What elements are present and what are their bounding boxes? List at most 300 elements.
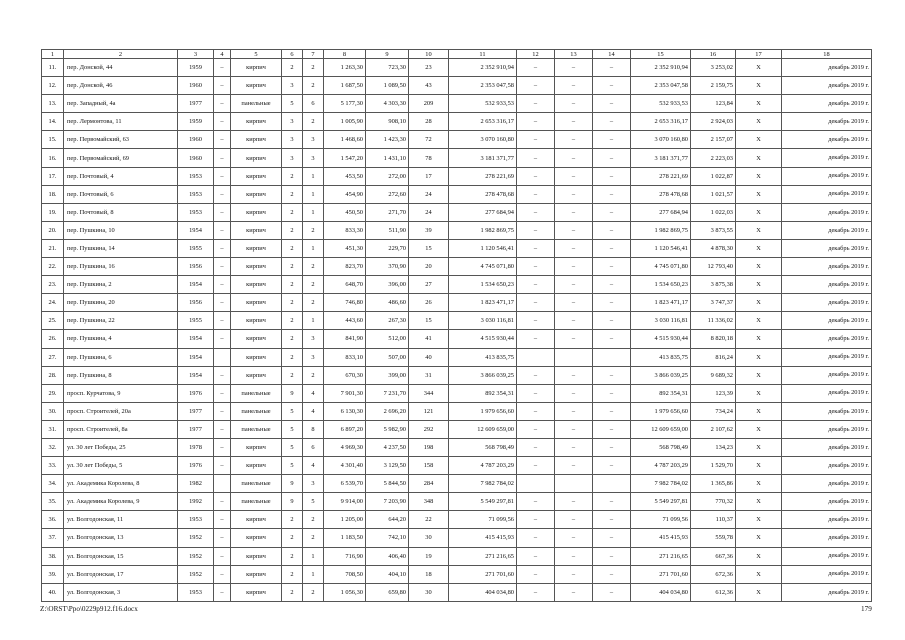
- table-cell-col-11: 532 933,53: [449, 95, 517, 113]
- table-cell-col-17: Х: [736, 167, 782, 185]
- table-cell-col-15: 2 353 047,58: [631, 77, 691, 95]
- table-cell-col-17: Х: [736, 258, 782, 276]
- table-cell-col-17: Х: [736, 511, 782, 529]
- table-cell-col-9: 406,40: [366, 547, 409, 565]
- table-cell-col-5: кирпич: [231, 167, 282, 185]
- table-cell-col-14: –: [593, 384, 631, 402]
- table-cell-col-6: 2: [282, 221, 303, 239]
- table-cell-col-3: 1954: [178, 348, 214, 366]
- table-cell-col-17: Х: [736, 475, 782, 493]
- table-cell-col-7: 2: [303, 583, 324, 601]
- table-cell-col-6: 2: [282, 366, 303, 384]
- table-cell-col-1: 35.: [42, 493, 64, 511]
- table-cell-col-10: 78: [409, 149, 449, 167]
- column-header-8: 8: [324, 50, 366, 59]
- table-cell-col-1: 19.: [42, 203, 64, 221]
- table-row: [42, 547, 872, 565]
- table-cell-col-17: Х: [736, 77, 782, 95]
- table-cell-col-12: –: [517, 221, 555, 239]
- table-cell-col-16: 612,36: [691, 583, 736, 601]
- table-cell-col-17: Х: [736, 149, 782, 167]
- table-cell-col-10: 284: [409, 475, 449, 493]
- table-cell-col-16: 3 875,38: [691, 276, 736, 294]
- table-cell-col-6: 2: [282, 312, 303, 330]
- table-cell-col-17: Х: [736, 330, 782, 348]
- table-cell-col-2: пер. Почтовый, 4: [64, 167, 178, 185]
- table-cell-col-10: 15: [409, 239, 449, 257]
- table-cell-col-6: 5: [282, 438, 303, 456]
- table-row: [42, 149, 872, 167]
- table-cell-col-14: –: [593, 77, 631, 95]
- table-cell-col-18: декабрь 2019 г.: [782, 167, 872, 185]
- column-header-3: 3: [178, 50, 214, 59]
- document-path: Z:\ORST\Ppo\0229p912.f16.docx: [40, 605, 138, 613]
- table-cell-col-3: 1982: [178, 475, 214, 493]
- table-cell-col-14: –: [593, 258, 631, 276]
- table-cell-col-18: декабрь 2019 г.: [782, 312, 872, 330]
- table-cell-col-18: декабрь 2019 г.: [782, 131, 872, 149]
- table-cell-col-4: –: [214, 203, 231, 221]
- table-cell-col-15: 3 181 371,77: [631, 149, 691, 167]
- table-cell-col-11: 3 030 116,81: [449, 312, 517, 330]
- table-cell-col-10: 43: [409, 77, 449, 95]
- table-cell-col-8: 454,90: [324, 185, 366, 203]
- table-cell-col-17: Х: [736, 276, 782, 294]
- table-cell-col-5: кирпич: [231, 276, 282, 294]
- table-cell-col-4: –: [214, 330, 231, 348]
- table-cell-col-6: 3: [282, 149, 303, 167]
- table-cell-col-17: Х: [736, 185, 782, 203]
- table-cell-col-18: декабрь 2019 г.: [782, 113, 872, 131]
- table-cell-col-11: 271 701,60: [449, 565, 517, 583]
- table-cell-col-12: –: [517, 203, 555, 221]
- table-cell-col-7: 1: [303, 547, 324, 565]
- table-cell-col-14: –: [593, 167, 631, 185]
- table-cell-col-1: 17.: [42, 167, 64, 185]
- table-cell-col-11: 271 216,65: [449, 547, 517, 565]
- table-cell-col-15: 1 120 546,41: [631, 239, 691, 257]
- table-cell-col-5: кирпич: [231, 149, 282, 167]
- table-cell-col-11: 4 787 203,29: [449, 457, 517, 475]
- table-cell-col-1: 29.: [42, 384, 64, 402]
- table-cell-col-4: –: [214, 420, 231, 438]
- table-cell-col-16: 110,37: [691, 511, 736, 529]
- table-cell-col-12: –: [517, 583, 555, 601]
- table-cell-col-15: 532 933,53: [631, 95, 691, 113]
- table-cell-col-1: 25.: [42, 312, 64, 330]
- column-number-row: [42, 50, 872, 59]
- table-cell-col-8: 1 547,20: [324, 149, 366, 167]
- table-cell-col-7: 4: [303, 384, 324, 402]
- table-cell-col-9: 3 129,50: [366, 457, 409, 475]
- table-cell-col-9: 267,30: [366, 312, 409, 330]
- table-cell-col-4: –: [214, 276, 231, 294]
- table-cell-col-18: декабрь 2019 г.: [782, 565, 872, 583]
- table-cell-col-1: 16.: [42, 149, 64, 167]
- column-header-16: 16: [691, 50, 736, 59]
- table-cell-col-18: декабрь 2019 г.: [782, 583, 872, 601]
- table-cell-col-2: пер. Пушкина, 2: [64, 276, 178, 294]
- column-header-2: 2: [64, 50, 178, 59]
- table-cell-col-1: 11.: [42, 59, 64, 77]
- table-cell-col-5: кирпич: [231, 59, 282, 77]
- table-cell-col-13: –: [555, 221, 593, 239]
- table-cell-col-14: –: [593, 402, 631, 420]
- table-cell-col-8: 670,30: [324, 366, 366, 384]
- table-cell-col-15: 277 684,94: [631, 203, 691, 221]
- column-header-4: 4: [214, 50, 231, 59]
- table-cell-col-15: 4 515 930,44: [631, 330, 691, 348]
- table-cell-col-5: кирпич: [231, 77, 282, 95]
- table-cell-col-9: 644,20: [366, 511, 409, 529]
- column-header-5: 5: [231, 50, 282, 59]
- table-cell-col-13: –: [555, 113, 593, 131]
- table-row: [42, 529, 872, 547]
- table-cell-col-7: 2: [303, 59, 324, 77]
- table-cell-col-10: 39: [409, 221, 449, 239]
- table-cell-col-4: –: [214, 167, 231, 185]
- table-cell-col-15: 3 030 116,81: [631, 312, 691, 330]
- table-cell-col-4: –: [214, 149, 231, 167]
- table-cell-col-5: кирпич: [231, 113, 282, 131]
- table-cell-col-13: –: [555, 529, 593, 547]
- table-cell-col-18: декабрь 2019 г.: [782, 529, 872, 547]
- table-cell-col-5: панельные: [231, 493, 282, 511]
- column-header-13: 13: [555, 50, 593, 59]
- table-cell-col-7: 2: [303, 276, 324, 294]
- table-cell-col-15: 1 979 656,60: [631, 402, 691, 420]
- table-cell-col-17: Х: [736, 565, 782, 583]
- table-cell-col-7: 2: [303, 77, 324, 95]
- table-cell-col-4: –: [214, 113, 231, 131]
- table-cell-col-2: пер. Первомайский, 63: [64, 131, 178, 149]
- table-cell-col-8: 841,90: [324, 330, 366, 348]
- table-cell-col-8: 6 539,70: [324, 475, 366, 493]
- table-cell-col-13: –: [555, 77, 593, 95]
- table-cell-col-8: 9 914,00: [324, 493, 366, 511]
- table-cell-col-14: –: [593, 565, 631, 583]
- table-cell-col-9: 512,00: [366, 330, 409, 348]
- table-cell-col-4: –: [214, 131, 231, 149]
- table-row: [42, 402, 872, 420]
- table-cell-col-16: 734,24: [691, 402, 736, 420]
- table-cell-col-3: 1954: [178, 366, 214, 384]
- table-cell-col-7: 2: [303, 366, 324, 384]
- column-header-18: 18: [782, 50, 872, 59]
- table-cell-col-16: 1 022,87: [691, 167, 736, 185]
- table-cell-col-16: 8 820,18: [691, 330, 736, 348]
- table-cell-col-13: –: [555, 131, 593, 149]
- table-cell-col-11: 1 979 656,60: [449, 402, 517, 420]
- table-cell-col-17: Х: [736, 438, 782, 456]
- table-cell-col-4: –: [214, 402, 231, 420]
- table-cell-col-13: [555, 348, 593, 366]
- table-cell-col-13: –: [555, 438, 593, 456]
- table-cell-col-3: 1952: [178, 529, 214, 547]
- table-cell-col-16: 2 223,03: [691, 149, 736, 167]
- table-cell-col-6: 9: [282, 475, 303, 493]
- table-cell-col-7: 8: [303, 420, 324, 438]
- table-cell-col-6: 9: [282, 493, 303, 511]
- table-row: [42, 276, 872, 294]
- column-header-15: 15: [631, 50, 691, 59]
- table-cell-col-15: 4 745 071,80: [631, 258, 691, 276]
- table-cell-col-13: –: [555, 330, 593, 348]
- table-cell-col-12: –: [517, 511, 555, 529]
- table-cell-col-5: кирпич: [231, 348, 282, 366]
- table-cell-col-16: 1 022,03: [691, 203, 736, 221]
- table-cell-col-5: кирпич: [231, 330, 282, 348]
- table-row: [42, 258, 872, 276]
- table-cell-col-7: 1: [303, 565, 324, 583]
- table-cell-col-1: 18.: [42, 185, 64, 203]
- table-cell-col-13: –: [555, 167, 593, 185]
- table-cell-col-8: 1 005,90: [324, 113, 366, 131]
- table-cell-col-2: пер. Пушкина, 8: [64, 366, 178, 384]
- table-cell-col-5: кирпич: [231, 529, 282, 547]
- table-cell-col-1: 37.: [42, 529, 64, 547]
- table-cell-col-16: 1 021,57: [691, 185, 736, 203]
- table-cell-col-11: 7 982 784,02: [449, 475, 517, 493]
- table-cell-col-17: Х: [736, 203, 782, 221]
- table-cell-col-8: 746,80: [324, 294, 366, 312]
- table-cell-col-12: –: [517, 294, 555, 312]
- table-cell-col-7: 2: [303, 113, 324, 131]
- table-cell-col-18: декабрь 2019 г.: [782, 185, 872, 203]
- table-row: [42, 167, 872, 185]
- table-cell-col-14: –: [593, 330, 631, 348]
- table-cell-col-1: 40.: [42, 583, 64, 601]
- table-cell-col-14: –: [593, 131, 631, 149]
- table-cell-col-16: 3 253,02: [691, 59, 736, 77]
- table-cell-col-10: 17: [409, 167, 449, 185]
- table-cell-col-10: 121: [409, 402, 449, 420]
- table-row: [42, 131, 872, 149]
- table-cell-col-10: 292: [409, 420, 449, 438]
- table-cell-col-1: 33.: [42, 457, 64, 475]
- table-cell-col-4: –: [214, 258, 231, 276]
- table-cell-col-18: декабрь 2019 г.: [782, 384, 872, 402]
- table-cell-col-4: –: [214, 59, 231, 77]
- table-cell-col-14: –: [593, 294, 631, 312]
- table-cell-col-2: ул. Академика Королева, 9: [64, 493, 178, 511]
- table-cell-col-14: –: [593, 547, 631, 565]
- table-cell-col-3: 1978: [178, 438, 214, 456]
- table-cell-col-14: –: [593, 239, 631, 257]
- table-cell-col-11: 12 609 659,00: [449, 420, 517, 438]
- table-cell-col-4: –: [214, 77, 231, 95]
- table-cell-col-16: 1 529,70: [691, 457, 736, 475]
- table-cell-col-1: 15.: [42, 131, 64, 149]
- table-cell-col-1: 21.: [42, 239, 64, 257]
- table-cell-col-8: 648,70: [324, 276, 366, 294]
- table-cell-col-8: 716,90: [324, 547, 366, 565]
- table-cell-col-17: Х: [736, 420, 782, 438]
- table-cell-col-9: 5 982,90: [366, 420, 409, 438]
- table-cell-col-3: 1953: [178, 185, 214, 203]
- table-cell-col-5: кирпич: [231, 438, 282, 456]
- table-cell-col-8: 4 969,30: [324, 438, 366, 456]
- table-cell-col-1: 12.: [42, 77, 64, 95]
- table-cell-col-12: –: [517, 59, 555, 77]
- table-cell-col-7: 4: [303, 457, 324, 475]
- table-cell-col-6: 5: [282, 457, 303, 475]
- table-cell-col-12: –: [517, 131, 555, 149]
- table-cell-col-1: 30.: [42, 402, 64, 420]
- table-cell-col-13: –: [555, 185, 593, 203]
- table-cell-col-16: 1 365,86: [691, 475, 736, 493]
- table-cell-col-13: –: [555, 457, 593, 475]
- table-cell-col-17: Х: [736, 348, 782, 366]
- table-cell-col-4: –: [214, 185, 231, 203]
- table-cell-col-9: 272,60: [366, 185, 409, 203]
- table-cell-col-1: 20.: [42, 221, 64, 239]
- table-cell-col-1: 26.: [42, 330, 64, 348]
- table-cell-col-6: 5: [282, 402, 303, 420]
- table-cell-col-10: 344: [409, 384, 449, 402]
- table-cell-col-8: 833,10: [324, 348, 366, 366]
- table-cell-col-13: –: [555, 565, 593, 583]
- table-cell-col-3: 1976: [178, 457, 214, 475]
- table-cell-col-10: 209: [409, 95, 449, 113]
- table-cell-col-6: 2: [282, 330, 303, 348]
- table-cell-col-9: 486,60: [366, 294, 409, 312]
- table-cell-col-9: 7 231,70: [366, 384, 409, 402]
- table-cell-col-9: 271,70: [366, 203, 409, 221]
- table-cell-col-1: 24.: [42, 294, 64, 312]
- column-header-6: 6: [282, 50, 303, 59]
- table-cell-col-17: Х: [736, 239, 782, 257]
- table-cell-col-7: 1: [303, 203, 324, 221]
- table-cell-col-10: 19: [409, 547, 449, 565]
- table-cell-col-12: –: [517, 77, 555, 95]
- table-cell-col-9: 659,80: [366, 583, 409, 601]
- table-cell-col-5: панельные: [231, 475, 282, 493]
- table-cell-col-11: 278 478,68: [449, 185, 517, 203]
- table-cell-col-7: 3: [303, 348, 324, 366]
- table-cell-col-3: 1960: [178, 131, 214, 149]
- table-cell-col-3: 1953: [178, 511, 214, 529]
- table-cell-col-5: кирпич: [231, 547, 282, 565]
- table-cell-col-18: декабрь 2019 г.: [782, 95, 872, 113]
- table-row: [42, 239, 872, 257]
- table-cell-col-4: –: [214, 493, 231, 511]
- table-cell-col-18: декабрь 2019 г.: [782, 276, 872, 294]
- table-cell-col-3: 1960: [178, 77, 214, 95]
- table-row: [42, 59, 872, 77]
- table-cell-col-11: 415 415,93: [449, 529, 517, 547]
- table-cell-col-2: пер. Первомайский, 69: [64, 149, 178, 167]
- column-header-7: 7: [303, 50, 324, 59]
- table-cell-col-9: 272,00: [366, 167, 409, 185]
- table-cell-col-18: декабрь 2019 г.: [782, 239, 872, 257]
- table-row: [42, 493, 872, 511]
- table-cell-col-11: 3 181 371,77: [449, 149, 517, 167]
- table-cell-col-11: 2 353 047,58: [449, 77, 517, 95]
- table-cell-col-6: 2: [282, 583, 303, 601]
- table-cell-col-12: –: [517, 547, 555, 565]
- table-cell-col-9: 511,90: [366, 221, 409, 239]
- table-cell-col-13: –: [555, 203, 593, 221]
- table-cell-col-2: просп. Строителей, 8а: [64, 420, 178, 438]
- table-cell-col-7: 6: [303, 95, 324, 113]
- table-cell-col-14: [593, 475, 631, 493]
- table-cell-col-3: 1956: [178, 258, 214, 276]
- table-cell-col-1: 23.: [42, 276, 64, 294]
- table-cell-col-2: пер. Донской, 44: [64, 59, 178, 77]
- table-cell-col-3: 1977: [178, 402, 214, 420]
- table-cell-col-18: декабрь 2019 г.: [782, 59, 872, 77]
- table-cell-col-7: 3: [303, 330, 324, 348]
- table-cell-col-3: 1954: [178, 330, 214, 348]
- table-cell-col-13: –: [555, 239, 593, 257]
- table-cell-col-3: 1977: [178, 420, 214, 438]
- table-cell-col-7: 2: [303, 258, 324, 276]
- table-cell-col-14: –: [593, 185, 631, 203]
- table-cell-col-2: пер. Пушкина, 20: [64, 294, 178, 312]
- table-cell-col-17: Х: [736, 366, 782, 384]
- table-cell-col-7: 2: [303, 221, 324, 239]
- table-cell-col-9: 2 696,20: [366, 402, 409, 420]
- table-cell-col-10: 22: [409, 511, 449, 529]
- table-cell-col-9: 4 237,50: [366, 438, 409, 456]
- table-cell-col-11: 3 866 039,25: [449, 366, 517, 384]
- column-header-10: 10: [409, 50, 449, 59]
- table-row: [42, 511, 872, 529]
- table-cell-col-13: –: [555, 420, 593, 438]
- table-cell-col-11: 5 549 297,81: [449, 493, 517, 511]
- table-cell-col-2: пер. Пушкина, 22: [64, 312, 178, 330]
- table-cell-col-12: –: [517, 276, 555, 294]
- table-cell-col-5: кирпич: [231, 366, 282, 384]
- table-row: [42, 565, 872, 583]
- table-cell-col-10: 26: [409, 294, 449, 312]
- table-cell-col-14: –: [593, 493, 631, 511]
- table-cell-col-11: 1 823 471,17: [449, 294, 517, 312]
- table-cell-col-15: 568 798,49: [631, 438, 691, 456]
- table-cell-col-4: –: [214, 239, 231, 257]
- table-row: [42, 221, 872, 239]
- table-cell-col-8: 823,70: [324, 258, 366, 276]
- table-cell-col-15: 1 823 471,17: [631, 294, 691, 312]
- table-cell-col-3: 1953: [178, 583, 214, 601]
- table-row: [42, 95, 872, 113]
- table-cell-col-16: 12 793,40: [691, 258, 736, 276]
- table-cell-col-6: 2: [282, 294, 303, 312]
- table-cell-col-1: 22.: [42, 258, 64, 276]
- table-cell-col-8: 450,50: [324, 203, 366, 221]
- table-cell-col-10: 72: [409, 131, 449, 149]
- table-cell-col-18: декабрь 2019 г.: [782, 457, 872, 475]
- table-cell-col-15: 278 221,69: [631, 167, 691, 185]
- table-cell-col-17: Х: [736, 529, 782, 547]
- table-cell-col-17: Х: [736, 402, 782, 420]
- table-cell-col-10: 15: [409, 312, 449, 330]
- table-cell-col-10: 24: [409, 185, 449, 203]
- column-header-12: 12: [517, 50, 555, 59]
- table-cell-col-16: 134,23: [691, 438, 736, 456]
- table-row: [42, 203, 872, 221]
- table-cell-col-14: –: [593, 511, 631, 529]
- table-cell-col-7: 1: [303, 167, 324, 185]
- table-cell-col-8: 4 301,40: [324, 457, 366, 475]
- table-cell-col-13: –: [555, 95, 593, 113]
- table-cell-col-12: –: [517, 95, 555, 113]
- table-cell-col-14: –: [593, 457, 631, 475]
- table-cell-col-2: ул. Волгодонская, 13: [64, 529, 178, 547]
- table-cell-col-12: –: [517, 366, 555, 384]
- table-cell-col-1: 31.: [42, 420, 64, 438]
